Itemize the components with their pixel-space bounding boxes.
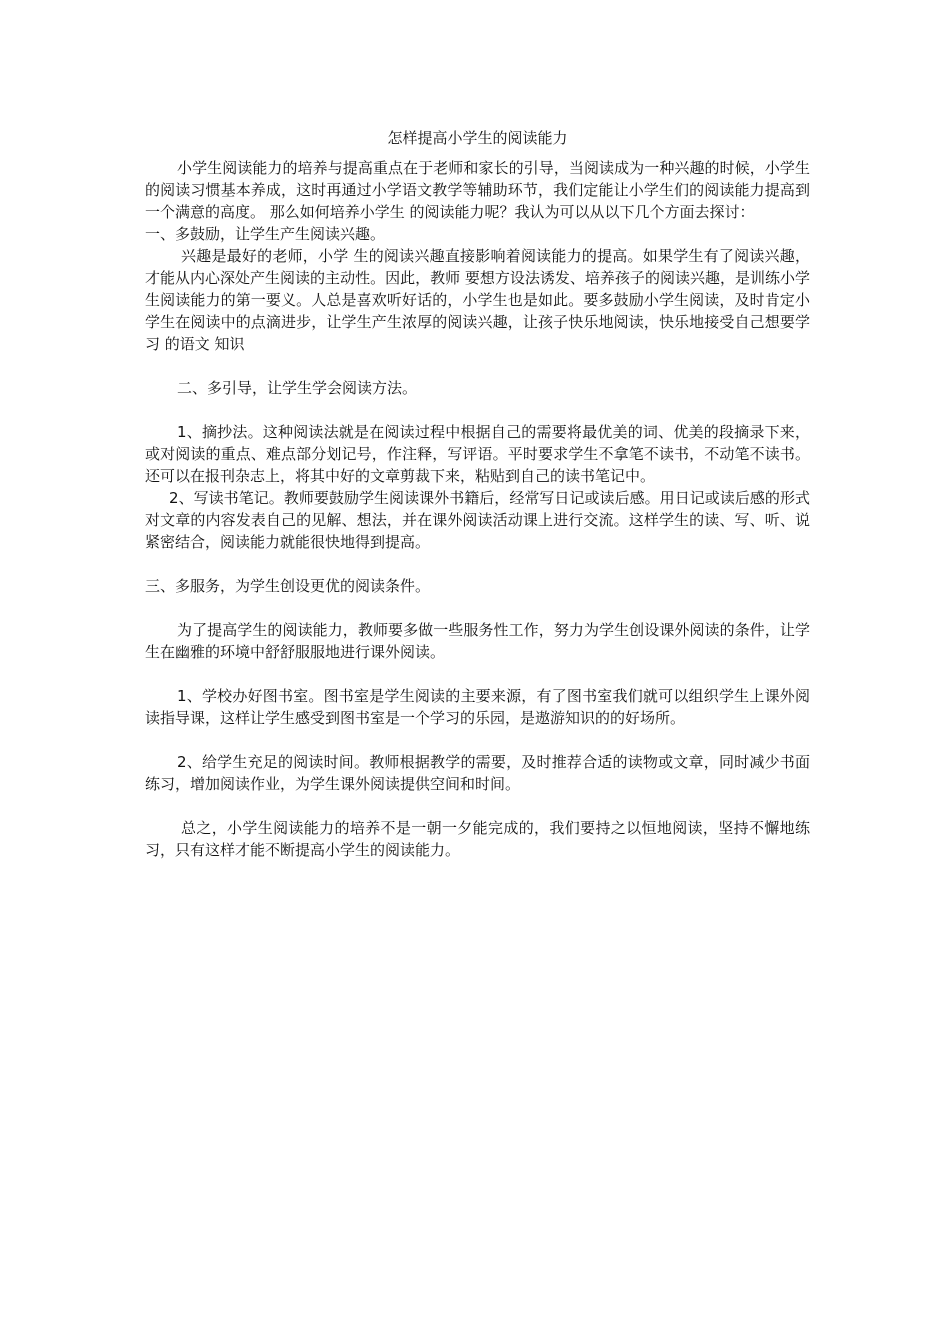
section3-item2-paragraph: 2、给学生充足的阅读时间。教师根据教学的需要，及时推荐合适的读物或文章，同时减少书面练习，增加阅读作业，为学生课外阅读提供空间和时间。 <box>145 753 810 793</box>
section1-heading: 一、多鼓励，让学生产生阅读兴趣。 <box>145 225 386 243</box>
section3-intro-paragraph: 为了提高学生的阅读能力，教师要多做一些服务性工作，努力为学生创设课外阅读的条件，让学生在幽雅的环境中舒舒服服地进行课外阅读。 <box>145 621 810 661</box>
section2-item1-paragraph: 1、摘抄法。这种阅读法就是在阅读过程中根据自己的需要将最优美的词、优美的段摘录下来，或对阅读的重点、难点部分划记号，作注释，写评语。平时要求学生不拿笔不读书，不动笔不读书。还可以在报刊杂志上，将其中好的文章剪裁下来，粘贴到自己的读书笔记中。 <box>145 423 810 485</box>
intro-paragraph: 小学生阅读能力的培养与提高重点在于老师和家长的引导，当阅读成为一种兴趣的时候，小学生的阅读习惯基本养成，这时再通过小学语文教学等辅助环节，我们定能让小学生们的阅读能力提高到一个满意的高度。 那么如何培养小学生 的阅读能力呢？我认为可以从以下几个方面去探讨： <box>145 159 810 221</box>
section2-item2-paragraph: 2、写读书笔记。教师要鼓励学生阅读课外书籍后，经常写日记或读后感。用日记或读后感的形式对文章的内容发表自己的见解、想法，并在课外阅读活动课上进行交流。这样学生的读、写、听、说紧密结合，阅读能力就能很快地得到提高。 <box>145 489 810 551</box>
document-title: 怎样提高小学生的阅读能力 <box>387 129 568 147</box>
section3-item1-paragraph: 1、学校办好图书室。图书室是学生阅读的主要来源，有了图书室我们就可以组织学生上课外阅读指导课，这样让学生感受到图书室是一个学习的乐园，是遨游知识的的好场所。 <box>145 687 810 727</box>
conclusion-paragraph: 总之，小学生阅读能力的培养不是一朝一夕能完成的，我们要持之以恒地阅读，坚持不懈地练习，只有这样才能不断提高小学生的阅读能力。 <box>145 819 810 859</box>
section2-heading: 二、多引导，让学生学会阅读方法。 <box>177 379 418 397</box>
section1-paragraph: 兴趣是最好的老师，小学 生的阅读兴趣直接影响着阅读能力的提高。如果学生有了阅读兴趣，才能从内心深处产生阅读的主动性。因此，教师 要想方设法诱发、培养孩子的阅读兴趣，是训练小学 生阅读能力的第一要义。人总是喜欢听好话的，小学生也是如此。要多鼓励小学生阅读，及时肯定小学生在阅读中的点滴进步，让学生产生浓厚的阅读兴趣，让孩子快乐地阅读，快乐地接受自己想要学习 的语文 知识 <box>145 247 810 353</box>
document-body <box>145 127 810 861</box>
section3-heading: 三、多服务，为学生创设更优的阅读条件。 <box>145 577 431 595</box>
